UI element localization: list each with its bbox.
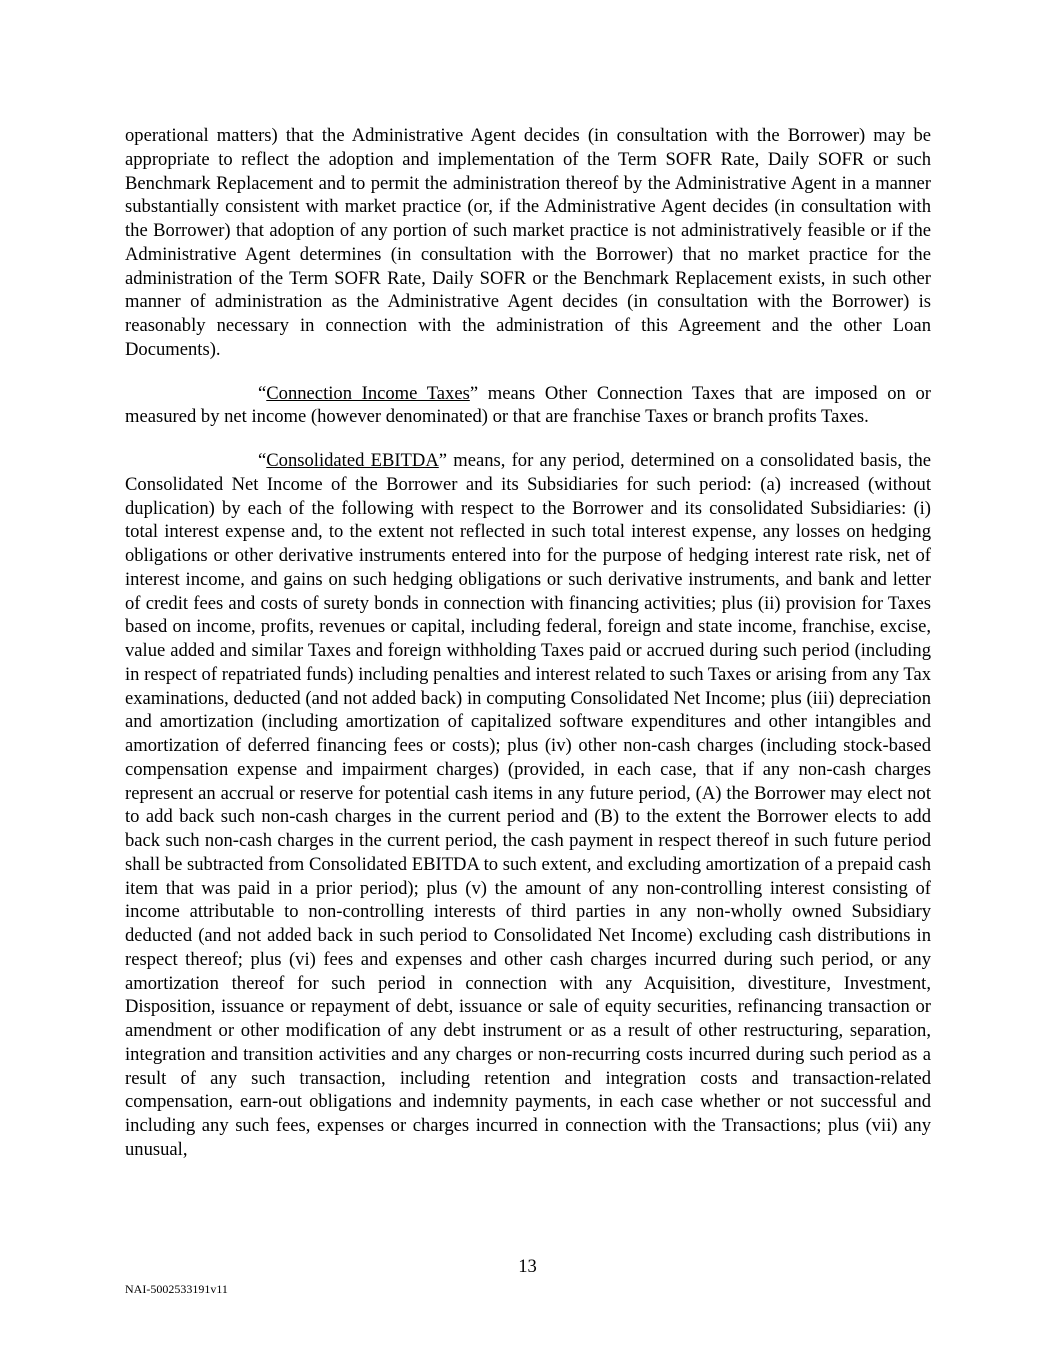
defined-term: Consolidated EBITDA [266, 450, 439, 471]
document-body [125, 124, 931, 1182]
open-quote: “ [258, 382, 267, 404]
definition-connection-income-taxes [125, 382, 931, 430]
document-id: NAI-5002533191v11 [125, 1282, 228, 1296]
paragraph-continuation [125, 124, 931, 362]
definition-text: ” means Other Connection Taxes that are imposed on or measured by net income (however denominated) or that are franchise Taxes or branch profits Taxes. [125, 382, 931, 428]
paragraph-text: operational matters) that the Administrative Agent decides (in consultation with the Borrower) may be appropriate to reflect the adoption and implementation of the Term SOFR Rate, Daily SOFR or such Benchmark Replacement and to permit the administration thereof by the Administrative Agent in a manner substantially consistent with market practice (or, if the Administrative Agent decides (in consultation with the Borrower) that adoption of any portion of such market practice is not administratively feasible or if the Administrative Agent determines (in consultation with the Borrower) that no market practice for the administration of the Term SOFR Rate, Daily SOFR or the Benchmark Replacement exists, in such other manner of administration as the Administrative Agent decides (in consultation with the Borrower) is reasonably necessary in connection with the administration of this Agreement and the other Loan Documents). [125, 125, 931, 360]
definition-consolidated-ebitda [125, 449, 931, 1162]
definition-text: ” means, for any period, determined on a consolidated basis, the Consolidated Net Income of the Borrower and its Subsidiaries for such period: (a) increased (without duplication) by each of the following with respect to the Borrower and its consolidated Subsidiaries: (i) total interest expense and, to the extent not reflected in such total interest expense, any losses on hedging obligations or other derivative instruments entered into for the purpose of hedging interest rate risk, net of interest income, and gains on such hedging obligations or such derivative instruments, and bank and letter of credit fees and costs of surety bonds in connection with financing activities; plus (ii) provision for Taxes based on income, profits, revenues or capital, including federal, foreign and state income, franchise, excise, value added and similar Taxes and foreign withholding Taxes paid or accrued during such period (including in respect of repatriated funds) including penalties and interest related to such Taxes or arising from any Tax examinations, deducted (and not added back) in computing Consolidated Net Income; plus (iii) depreciation and amortization (including amortization of capitalized software expenditures and other intangibles and amortization of deferred financing fees or costs); plus (iv) other non-cash charges (including stock-based compensation expense and impairment charges) (provided, in each case, that if any non-cash charges represent an accrual or reserve for potential cash items in any future period, (A) the Borrower may elect not to add back such non-cash charges in the current period and (B) to the extent the Borrower elects to add back such non-cash charges in the current period, the cash payment in respect thereof in such future period shall be subtracted from Consolidated EBITDA to such extent, and excluding amortization of a prepaid cash item that was paid in a prior period); plus (v) the amount of any non-controlling interest consisting of income attributable to non-controlling interests of third parties in any non-wholly owned Subsidiary deducted (and not added back in such period to Consolidated Net Income) excluding cash distributions in respect thereof; plus (vi) fees and expenses and other cash charges incurred during such period, or any amortization thereof for such period in connection with any Acquisition, divestiture, Investment, Disposition, issuance or repayment of debt, issuance or sale of equity securities, refinancing transaction or amendment or other modification of any debt instrument or as a result of other restructuring, separation, integration and transition activities and any charges or non-recurring costs incurred during such period as a result of any such transaction, including retention and integration costs and transaction-related compensation, earn-out obligations and indemnity payments, in each case whether or not successful and including any such fees, expenses or charges incurred in connection with the Transactions; plus (vii) any unusual, [125, 450, 931, 1160]
defined-term: Connection Income Taxes [266, 382, 470, 404]
open-quote: “ [258, 450, 267, 471]
page-number: 13 [518, 1256, 537, 1277]
